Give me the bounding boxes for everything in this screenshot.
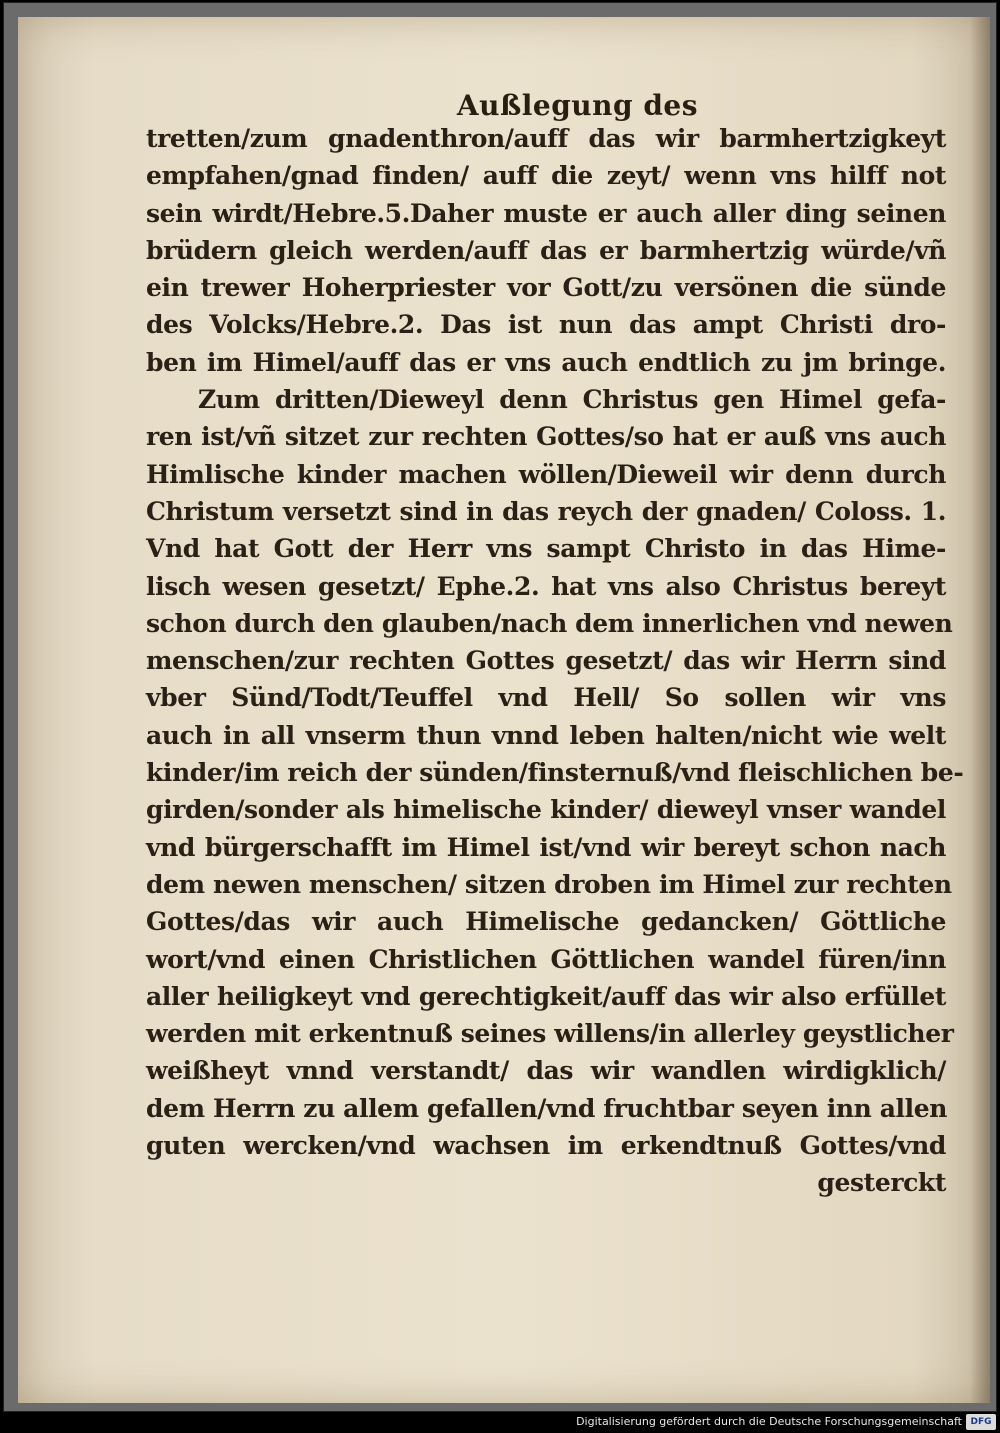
text-line: schon durch den glauben/nach dem innerlichen vnd newen — [146, 608, 953, 638]
text-line: Himlische kinder machen wöllen/Dieweil wir denn durch — [146, 459, 946, 489]
funding-notice: Digitalisierung gefördert durch die Deutsche Forschungsgemeinschaft — [576, 1415, 962, 1428]
body-text — [146, 120, 964, 1202]
text-line: weißheyt vnnd verstandt/ das wir wandlen wirdigklich/ — [146, 1056, 946, 1086]
text-line: vnd bürgerschafft im Himel ist/vnd wir bereyt schon nach — [146, 832, 946, 862]
text-line: guten wercken/vnd wachsen im erkendtnuß Gottes/vnd — [146, 1131, 946, 1161]
text-line: gesterckt — [817, 1168, 946, 1198]
text-line: aller heiligkeyt vnd gerechtigkeit/auff das wir also erfüllet — [146, 981, 946, 1011]
text-line: brüdern gleich werden/auff das er barmhertzig würde/vñ — [146, 235, 946, 265]
text-line: tretten/zum gnadenthron/auff das wir barmhertzigkeyt — [146, 124, 946, 153]
text-line: Gottes/das wir auch Himelische gedancken/ Göttliche — [146, 907, 946, 937]
text-line: sein wirdt/Hebre.5.Daher muste er auch aller ding seinen — [146, 198, 946, 228]
text-line: ren ist/vñ sitzet zur rechten Gottes/so hat er auß vns auch — [146, 422, 946, 452]
text-line: menschen/zur rechten Gottes gesetzt/ das wir Herrn sind — [146, 646, 946, 676]
text-line: Vnd hat Gott der Herr vns sampt Christo in das Hime- — [146, 534, 946, 564]
text-line: dem newen menschen/ sitzen droben im Himel zur rechten — [146, 869, 952, 899]
text-line: empfahen/gnad finden/ auff die zeyt/ wenn vns hilff not — [146, 161, 946, 191]
text-line: Zum dritten/Dieweyl denn Christus gen Himel gefa- — [198, 385, 946, 415]
text-line: girden/sonder als himelische kinder/ dieweyl vnser wandel — [146, 795, 946, 825]
dfg-logo: DFG — [966, 1414, 996, 1430]
text-line: vber Sünd/Todt/Teuffel vnd Hell/ So sollen wir vns — [146, 683, 946, 713]
text-line: ben im Himel/auff das er vns auch endtlich zu jm bringe. — [146, 347, 946, 377]
text-line: auch in all vnserm thun vnnd leben halten/nicht wie welt — [146, 720, 946, 750]
page-header: Außlegung des — [456, 89, 698, 122]
text-line: Christum versetzt sind in das reych der gnaden/ Coloss. 1. — [146, 496, 946, 526]
text-line: des Volcks/Hebre.2. Das ist nun das ampt Christi dro- — [146, 310, 946, 340]
text-line: werden mit erkentnuß seines willens/in allerley geystlicher — [146, 1019, 954, 1049]
text-line: dem Herrn zu allem gefallen/vnd fruchtbar seyen inn allen — [146, 1093, 947, 1123]
text-line: ein trewer Hoherpriester vor Gott/zu versönen die sünde — [146, 273, 946, 303]
text-line: lisch wesen gesetzt/ Ephe.2. hat vns also Christus bereyt — [146, 571, 946, 601]
text-line: wort/vnd einen Christlichen Göttlichen wandel füren/inn — [146, 944, 946, 974]
text-line: kinder/im reich der sünden/finsternuß/vnd fleischlichen be- — [146, 758, 964, 788]
